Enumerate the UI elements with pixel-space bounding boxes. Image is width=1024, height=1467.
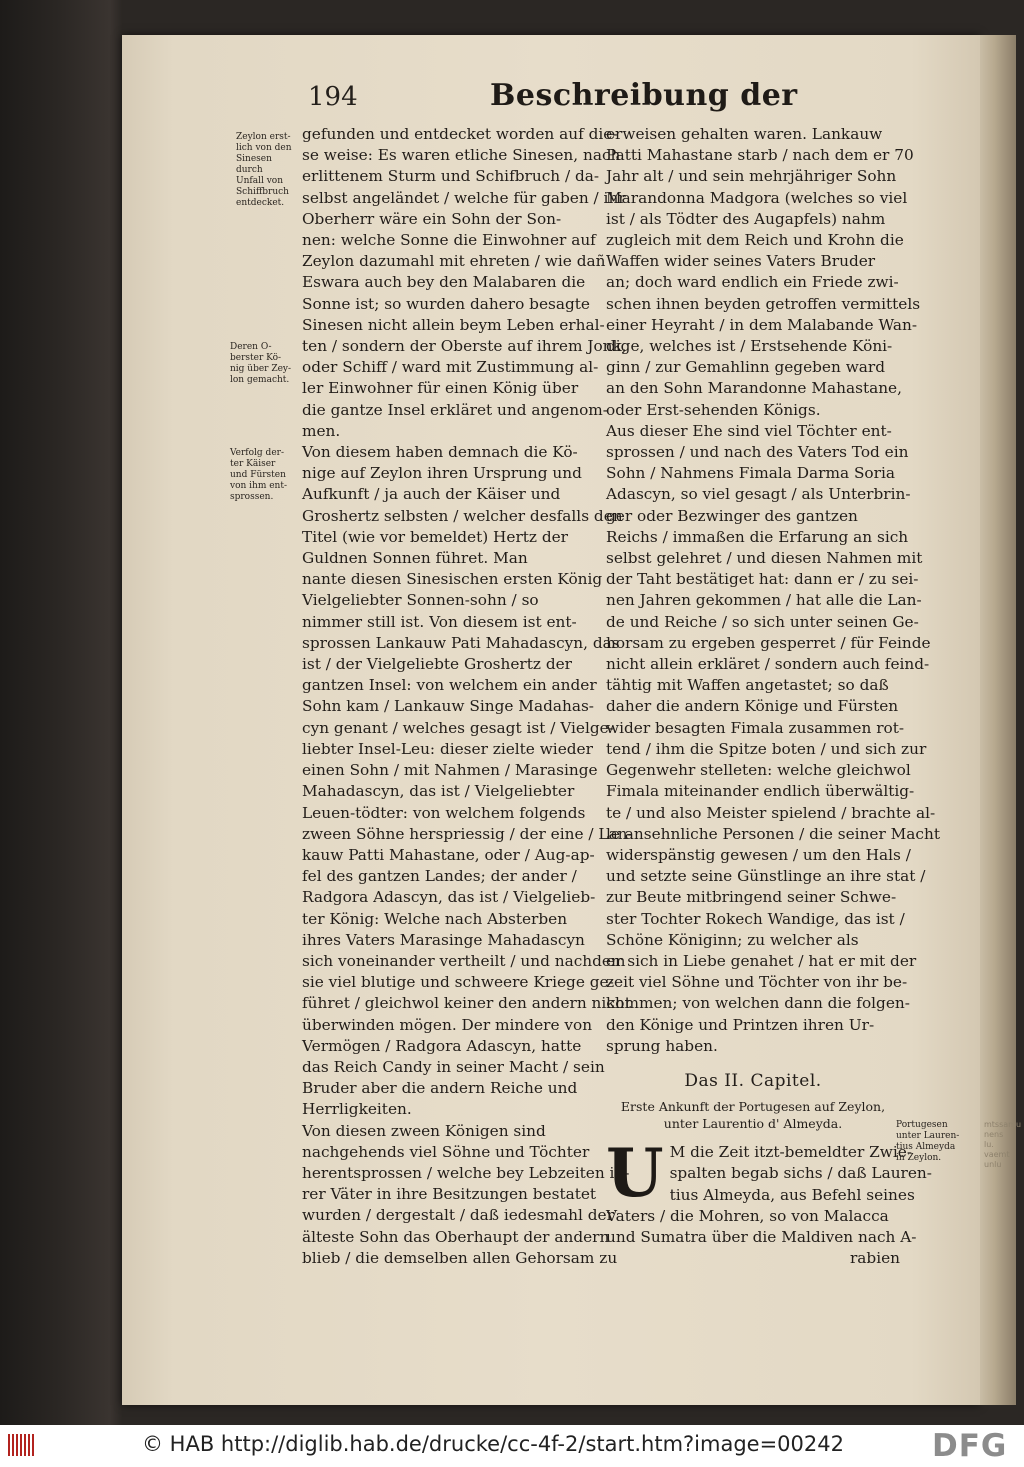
left-column-line: zween Söhne herspriessig / der eine / Lan-	[302, 824, 633, 843]
copyright-url[interactable]: © HAB http://diglib.hab.de/drucke/cc-4f-2/start.htm?image=00242	[142, 1432, 844, 1456]
left-text-column	[302, 124, 633, 1269]
left-column-line: cyn genant / welches gesagt ist / Vielge-	[302, 718, 614, 737]
left-column-line: Sinesen nicht allein beym Leben erhal-	[302, 315, 605, 334]
chapter-line: und Sumatra über die Maldiven nach A-	[606, 1227, 917, 1246]
left-column-line: rer Väter in ihre Besitzungen bestatet	[302, 1185, 597, 1204]
right-column-line: le ansehnliche Personen / die seiner Macht	[606, 824, 940, 843]
left-column-line: Sonne ist; so wurden dahero besagte	[302, 294, 590, 313]
right-column-line: wider besagten Fimala zusammen rot-	[606, 718, 905, 737]
right-column-line: te / und also Meister spielend / brachte al-	[606, 803, 936, 822]
right-column-line: Schöne Königinn; zu welcher als	[606, 930, 859, 949]
left-column-line: liebter Insel-Leu: dieser zielte wieder	[302, 739, 593, 758]
chapter-subtitle-line: unter Laurentio d' Almeyda.	[663, 1116, 843, 1132]
right-column-line: zur Beute mitbringend seiner Schwe-	[606, 888, 897, 907]
margin-note-lineage: Verfolg der- ter Käiser und Fürsten von ihm ent- sprossen.	[230, 448, 288, 502]
page-number: 194	[308, 82, 358, 112]
right-column-line: nen Jahren gekommen / hat alle die Lan-	[606, 591, 922, 610]
right-column-line: Aus dieser Ehe sind viel Töchter ent-	[606, 421, 892, 440]
right-column-line: oder Erst-sehenden Königs.	[606, 400, 821, 419]
right-column-line: und setzte seine Günstlinge an ihre stat /	[606, 867, 926, 886]
left-column-line: wurden / dergestalt / daß iedesmahl der	[302, 1206, 614, 1225]
left-column-line: gantzen Insel: von welchem ein ander	[302, 676, 597, 695]
right-column-line: an; doch ward endlich ein Friede zwi-	[606, 273, 899, 292]
right-column-line: dige, welches ist / Erstsehende Köni-	[606, 337, 893, 356]
right-column-line: der Taht bestätiget hat: dann er / zu sei-	[606, 570, 919, 589]
chapter-line: Vaters / die Mohren, so von Malacca	[606, 1206, 889, 1225]
left-column-line: Eswara auch bey den Malabaren die	[302, 273, 586, 292]
right-column-line: Waffen wider seines Vaters Bruder	[606, 252, 876, 271]
drop-cap: U	[606, 1134, 664, 1213]
left-column-line: nen: welche Sonne die Einwohner auf	[302, 231, 596, 250]
left-column-line: Oberherr wäre ein Sohn der Son-	[302, 209, 562, 228]
left-column-line: Guldnen Sonnen führet. Man	[302, 549, 528, 568]
right-column-line: nicht allein erkläret / sondern auch feind-	[606, 655, 930, 674]
left-column-line: Aufkunft / ja auch der Käiser und	[302, 485, 561, 504]
left-column-line: Mahadascyn, das ist / Vielgeliebter	[302, 782, 575, 801]
left-column-line: oder Schiff / ward mit Zustimmung al-	[302, 358, 599, 377]
margin-note-discovery: Zeylon erst- lich von den Sinesen durch Unfall von Schiffbruch entdecket.	[236, 132, 292, 208]
right-column-line: Fimala miteinander endlich überwältig-	[606, 782, 915, 801]
chapter-line: tius Almeyda, aus Befehl seines	[669, 1185, 915, 1204]
left-column-line: Herrligkeiten.	[302, 1100, 412, 1119]
right-column-line: ist / als Tödter des Augapfels) nahm	[606, 209, 886, 228]
right-column-line: er sich in Liebe genahet / hat er mit der	[606, 951, 917, 970]
left-column-line: Titel (wie vor bemeldet) Hertz der	[302, 527, 568, 546]
left-column-line: Zeylon dazumahl mit ehreten / wie dañ	[302, 252, 606, 271]
right-column-line: Gegenwehr stelleten: welche gleichwol	[606, 761, 911, 780]
left-column-line: ist / der Vielgeliebte Groshertz der	[302, 655, 572, 674]
right-column-line: tend / ihm die Spitze boten / und sich zur	[606, 739, 927, 758]
left-column-line: nige auf Zeylon ihren Ursprung und	[302, 464, 582, 483]
left-column-line: älteste Sohn das Oberhaupt der andern	[302, 1227, 610, 1246]
left-column-line: blieb / die demselben allen Gehorsam zu	[302, 1248, 618, 1267]
left-column-line: Vielgeliebter Sonnen-sohn / so	[302, 591, 539, 610]
viewer-footer	[0, 1425, 1024, 1467]
right-column-line: sprossen / und nach des Vaters Tod ein	[606, 443, 909, 462]
left-column-line: Groshertz selbsten / welcher desfalls den	[302, 506, 623, 525]
left-column-line: Vermögen / Radgora Adascyn, hatte	[302, 1036, 582, 1055]
left-column-line: gefunden und entdecket worden auf die-	[302, 125, 618, 143]
left-column-line: Radgora Adascyn, das ist / Vielgelieb-	[302, 888, 596, 907]
margin-note-first-king: Deren O- berster Kö- nig über Zey- lon gemacht.	[230, 342, 292, 385]
chapter-opening	[606, 1134, 932, 1269]
right-column-line: Jahr alt / und sein mehrjähriger Sohn	[606, 167, 897, 186]
left-column-line: ter König: Welche nach Absterben	[302, 909, 568, 928]
left-column-line: sich voneinander vertheilt / und nachdem	[302, 951, 626, 970]
right-column-line: sprung haben.	[606, 1036, 718, 1055]
right-column-line: Patti Mahastane starb / nach dem er 70	[606, 146, 914, 165]
left-column-line: Von diesem haben demnach die Kö-	[302, 443, 578, 462]
right-column-line: daher die andern Könige und Fürsten	[606, 697, 899, 716]
right-column-line: Adascyn, so viel gesagt / als Unterbrin-	[606, 485, 911, 504]
left-column-line: Von diesen zween Königen sind	[302, 1121, 546, 1140]
running-title: Beschreibung der	[490, 78, 798, 113]
hab-library-icon	[8, 1434, 34, 1456]
left-column-line: se weise: Es waren etliche Sinesen, nach	[302, 146, 621, 165]
left-column-line: nante diesen Sinesischen ersten König	[302, 570, 603, 589]
right-column-line: zeit viel Söhne und Töchter von ihr be-	[606, 973, 908, 992]
right-column-line: selbst gelehret / und diesen Nahmen mit	[606, 549, 923, 568]
left-column-line: men.	[302, 421, 341, 440]
right-column-body	[606, 124, 940, 1057]
right-column-line: schen ihnen beyden getroffen vermittels	[606, 294, 921, 313]
left-column-line: nachgehends viel Söhne und Töchter	[302, 1142, 590, 1161]
chapter-title: Das II. Capitel.	[684, 1070, 822, 1091]
left-column-line: fel des gantzen Landes; der ander /	[302, 867, 577, 886]
left-column-line: die gantze Insel erkläret und angenom-	[302, 400, 608, 419]
right-column-line: den Könige und Printzen ihren Ur-	[606, 1015, 875, 1034]
page-header	[0, 78, 1024, 122]
right-column-line: an den Sohn Marandonne Mahastane,	[606, 379, 902, 398]
dfg-logo: DFG	[932, 1428, 1008, 1464]
left-column-line: kauw Patti Mahastane, oder / Aug-ap-	[302, 845, 595, 864]
right-column-line: horsam zu ergeben gesperret / für Feinde	[606, 633, 931, 652]
left-column-line: selbst angeländet / welche für gaben / ihr	[302, 188, 626, 207]
right-column-line: zugleich mit dem Reich und Krohn die	[606, 231, 904, 250]
left-column-line: ihres Vaters Marasinge Mahadascyn	[302, 930, 585, 949]
left-column-line: ten / sondern der Oberste auf ihrem Jonk,	[302, 337, 627, 356]
left-column-line: Sohn kam / Lankauw Singe Madahas-	[302, 697, 594, 716]
facing-page-edge	[980, 35, 1022, 1405]
right-column-line: widerspänstig gewesen / um den Hals /	[606, 845, 911, 864]
chapter-subtitle-line: Erste Ankunft der Portugesen auf Zeylon,	[620, 1099, 886, 1115]
left-column-line: Leuen-tödter: von welchem folgends	[302, 803, 586, 822]
right-column-line: Reichs / immaßen die Erfarung an sich	[606, 527, 909, 546]
chapter-line: M die Zeit itzt-bemeldter Zwie-	[669, 1143, 912, 1162]
left-column-line: sie viel blutige und schweere Kriege ge-	[302, 973, 614, 992]
margin-note-portuguese: Portugesen unter Lauren- tius Almeyda in Zeylon.	[896, 1120, 960, 1163]
right-column-line: kommen; von welchen dann die folgen-	[606, 994, 910, 1013]
chapter-subtitle	[606, 1098, 900, 1132]
right-column-line: einer Heyraht / in dem Malabande Wan-	[606, 315, 917, 334]
left-column-line: einen Sohn / mit Nahmen / Marasinge	[302, 761, 598, 780]
left-column-line: das Reich Candy in seiner Macht / sein	[302, 1057, 605, 1076]
bleed-through-text: mtssamu nens lu. vaemt unlu	[984, 1120, 1022, 1169]
left-column-line: überwinden mögen. Der mindere von	[302, 1015, 593, 1034]
chapter-line: spalten begab sichs / daß Lauren-	[669, 1164, 932, 1183]
right-column-line: erweisen gehalten waren. Lankauw	[606, 125, 883, 143]
right-column-line: tähtig mit Waffen angetastet; so daß	[606, 676, 889, 695]
left-column-line: Bruder aber die andern Reiche und	[302, 1079, 578, 1098]
left-column-line: führet / gleichwol keiner den andern nicht	[302, 994, 631, 1013]
right-column-line: Sohn / Nahmens Fimala Darma Soria	[606, 464, 895, 483]
left-column-line: nimmer still ist. Von diesem ist ent-	[302, 612, 577, 631]
right-column-line: Marandonna Madgora (welches so viel	[606, 188, 908, 207]
left-column-line: ler Einwohner für einen König über	[302, 379, 579, 398]
chapter-line: rabien	[849, 1249, 900, 1268]
right-column-line: de und Reiche / so sich unter seinen Ge-	[606, 612, 919, 631]
left-column-line: sprossen Lankauw Pati Mahadascyn, das	[302, 633, 620, 652]
right-column-line: ster Tochter Rokech Wandige, das ist /	[606, 909, 905, 928]
right-column-line: ginn / zur Gemahlinn gegeben ward	[606, 358, 886, 377]
left-column-line: erlittenem Sturm und Schifbruch / da-	[302, 167, 600, 186]
right-column-line: ger oder Bezwinger des gantzen	[606, 506, 858, 525]
left-column-line: herentsprossen / welche bey Lebzeiten ih-	[302, 1163, 630, 1182]
